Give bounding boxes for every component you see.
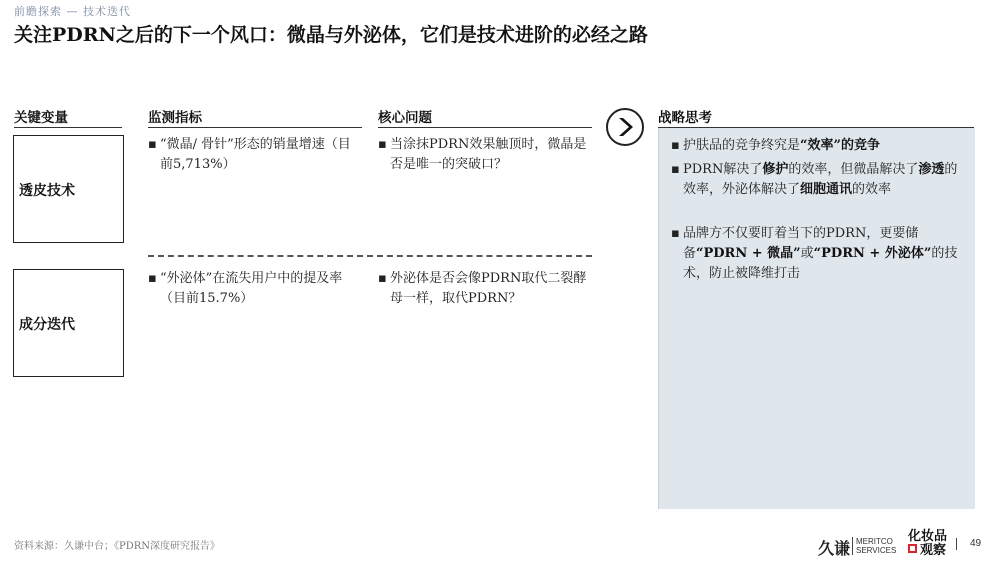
page-title: 关注PDRN之后的下一个风口：微晶与外泌体，它们是技术进阶的必经之路	[14, 24, 648, 46]
strategy-panel	[658, 128, 975, 509]
divider	[378, 127, 592, 128]
square-bullet: ▪	[671, 138, 680, 153]
source-note: 资料来源：久谦中台；《PDRN深度研究报告》	[14, 541, 221, 552]
monitor-item: ▪ “微晶/ 骨针”形态的销量增速（目前5,713%）	[148, 137, 351, 172]
divider	[956, 538, 957, 550]
row-label: 透皮技术	[19, 183, 75, 199]
divider	[148, 127, 362, 128]
question-item: ▪ 外泌体是否会像PDRN取代二裂酵母一样，取代PDRN？	[378, 271, 587, 306]
cosmetics-observer-logo: 化妆品 观察	[908, 528, 948, 557]
header-strategy: 战略思考	[658, 110, 712, 126]
page-number: 49	[970, 538, 982, 549]
row-label-box	[13, 135, 124, 243]
logo-square-icon	[908, 544, 917, 553]
strategy-bullet: ▪ 护肤品的竞争终究是“效率”的竞争	[671, 136, 967, 156]
kicker: 前瞻探索 — 技术迭代	[14, 5, 131, 18]
square-bullet: ▪	[148, 271, 157, 286]
monitor-item: ▪ “外泌体”在流失用户中的提及率（目前15.7%）	[148, 271, 343, 306]
header-key-variable: 关键变量	[14, 110, 68, 126]
square-bullet: ▪	[671, 226, 680, 241]
row-label-box	[13, 269, 124, 377]
dashed-divider	[148, 255, 592, 257]
header-core-question: 核心问题	[378, 110, 432, 126]
square-bullet: ▪	[671, 162, 680, 177]
row-label: 成分迭代	[19, 317, 75, 333]
square-bullet: ▪	[148, 137, 157, 152]
question-item: ▪ 当涂抹PDRN效果触顶时，微晶是否是唯一的突破口？	[378, 137, 587, 172]
strategy-bullet: ▪ 品牌方不仅要盯着当下的PDRN，更要储备“PDRN + 微晶”或“PDRN + 外泌体”的技术，防止被降维打击	[671, 226, 958, 281]
square-bullet: ▪	[378, 271, 387, 286]
strategy-bullet: ▪ PDRN解决了修护的效率，但微晶解决了渗透的效率，外泌体解决了细胞通讯的效率	[671, 162, 958, 197]
divider	[14, 127, 122, 128]
chevron-right-icon	[606, 108, 644, 146]
header-monitor: 监测指标	[148, 110, 202, 126]
square-bullet: ▪	[378, 137, 387, 152]
